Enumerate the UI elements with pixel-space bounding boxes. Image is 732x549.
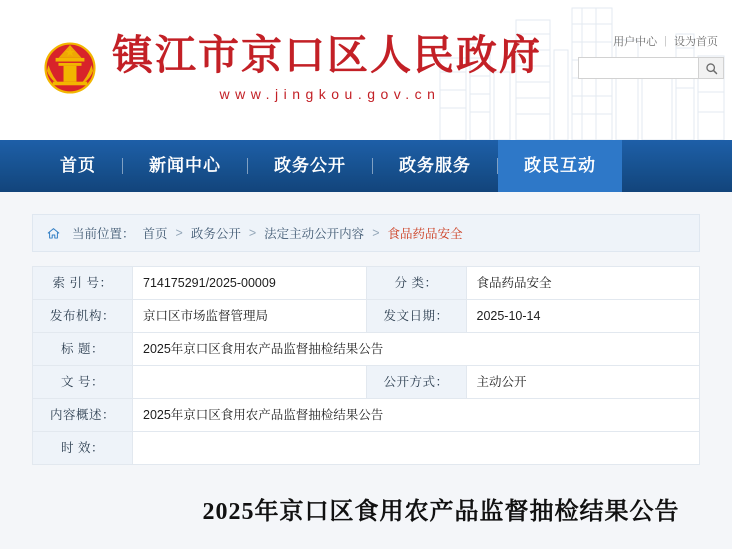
label-publishing-agency: 发布机构： (33, 300, 133, 333)
home-icon (47, 227, 60, 240)
nav-item-news[interactable]: 新闻中心 (149, 156, 221, 175)
table-row (33, 366, 700, 399)
page-content (0, 192, 732, 549)
breadcrumb-item-food-drug-safety[interactable]: 食品药品安全 (387, 227, 463, 241)
national-emblem-icon (34, 32, 106, 104)
breadcrumb-label: 当前位置： (72, 227, 135, 241)
value-document-number (133, 366, 367, 399)
value-index-number: 714175291/2025-00009 (133, 267, 367, 300)
breadcrumb-separator: > (372, 226, 380, 240)
label-title: 标 题： (33, 333, 133, 366)
label-category: 分 类： (366, 267, 466, 300)
header-top-links (613, 33, 718, 49)
table-row (33, 432, 700, 465)
value-publish-date: 2025-10-14 (466, 300, 700, 333)
label-index-number: 索 引 号： (33, 267, 133, 300)
user-center-link[interactable]: 用户中心 (613, 36, 658, 48)
nav-item-government-affairs[interactable]: 政务公开 (274, 156, 346, 175)
site-title-block (112, 30, 542, 102)
breadcrumb-item-government-affairs[interactable]: 政务公开 (190, 227, 241, 241)
search-button[interactable] (698, 57, 724, 79)
value-title: 2025年京口区食用农产品监督抽检结果公告 (133, 333, 700, 366)
value-disclosure-method: 主动公开 (466, 366, 700, 399)
top-links-separator: | (664, 35, 667, 47)
breadcrumb-separator: > (248, 226, 257, 240)
table-row (33, 267, 700, 300)
label-disclosure-method: 公开方式： (366, 366, 466, 399)
label-publish-date: 发文日期： (366, 300, 466, 333)
value-content-summary: 2025年京口区食用农产品监督抽检结果公告 (133, 399, 700, 432)
value-category: 食品药品安全 (466, 267, 700, 300)
nav-item-public-interaction[interactable]: 政民互动 (498, 140, 622, 192)
document-title: 2025年京口区食用农产品监督抽检结果公告 (202, 499, 680, 525)
main-navigation (0, 140, 732, 192)
search-icon (705, 62, 718, 75)
nav-item-government-services[interactable]: 政务服务 (399, 156, 471, 175)
set-homepage-link[interactable]: 设为首页 (674, 36, 718, 48)
table-row (33, 399, 700, 432)
site-title-cn: 镇江市京口区人民政府 (112, 32, 542, 78)
label-document-number: 文 号： (33, 366, 133, 399)
nav-item-home[interactable]: 首页 (60, 156, 96, 175)
breadcrumb-item-home[interactable]: 首页 (142, 227, 168, 241)
value-publishing-agency: 京口区市场监督管理局 (133, 300, 367, 333)
site-header (0, 0, 732, 140)
document-metadata-table (32, 266, 700, 465)
breadcrumb-item-statutory-disclosure[interactable]: 法定主动公开内容 (264, 227, 365, 241)
breadcrumb (32, 214, 700, 252)
search-input[interactable] (578, 57, 698, 79)
breadcrumb-separator: > (175, 226, 183, 240)
header-search (578, 57, 724, 79)
table-row (33, 333, 700, 366)
value-validity (133, 432, 700, 465)
table-row (33, 300, 700, 333)
site-domain: www.jingkou.gov.cn (219, 86, 441, 102)
label-content-summary: 内容概述： (33, 399, 133, 432)
label-validity: 时 效： (33, 432, 133, 465)
